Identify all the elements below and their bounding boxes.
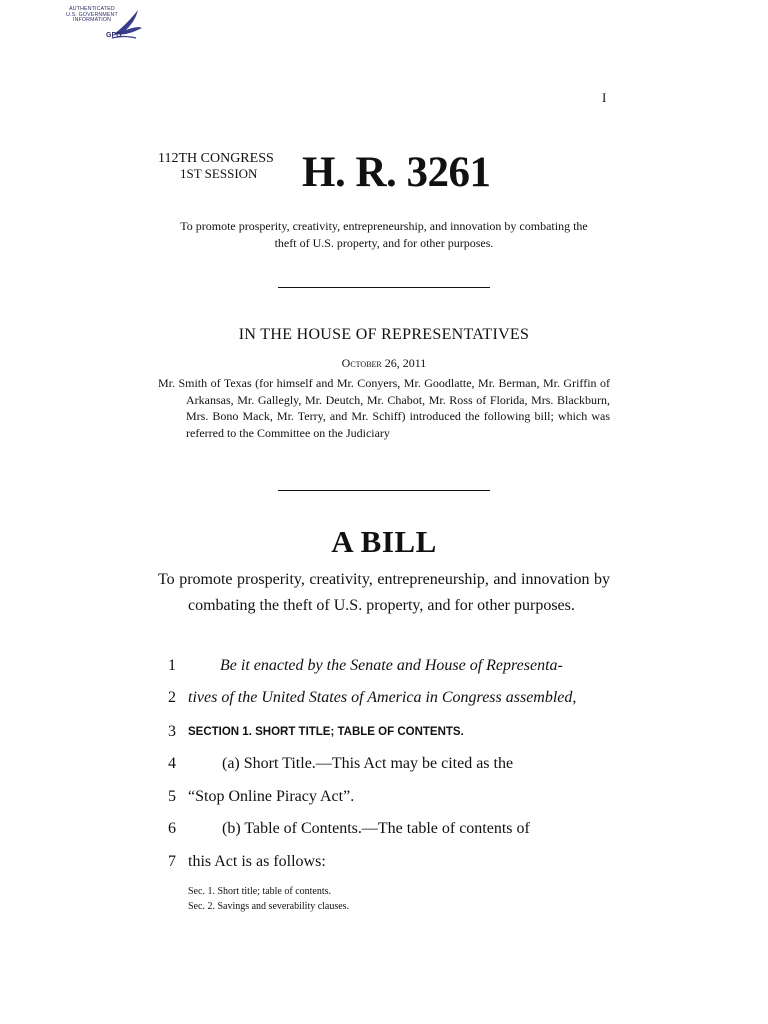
divider-rule: [278, 490, 490, 491]
line-text: Be it enacted by the Senate and House of Representa-: [220, 657, 563, 674]
section-heading: SECTION 1. SHORT TITLE; TABLE OF CONTENTS.: [188, 726, 464, 738]
long-title: [158, 567, 610, 618]
gpo-tag: GPO: [106, 32, 122, 39]
long-title-text: To promote prosperity, creativity, entrepreneurship, and innovation by combating the theft of U.S. property, and for other purposes.: [158, 571, 610, 614]
divider-rule: [278, 287, 490, 288]
line-number: 3: [168, 723, 176, 740]
bill-purpose: To promote prosperity, creativity, entrepreneurship, and innovation by combating the theft of U.S. property, and for other purposes.: [180, 219, 588, 250]
line-number: 6: [168, 820, 176, 837]
line-text: this Act is as follows:: [188, 853, 326, 870]
line-number: 4: [168, 755, 176, 772]
page-mark: I: [602, 90, 607, 105]
line-text: tives of the United States of America in Congress assembled,: [188, 689, 577, 706]
congress-label: 112TH CONGRESS: [158, 151, 274, 166]
bill-heading: A BILL: [331, 524, 437, 559]
line-number: 5: [168, 788, 176, 805]
gpo-logo-line-3: INFORMATION: [72, 17, 112, 24]
line-number: 7: [168, 853, 176, 870]
bill-line: [150, 788, 610, 808]
line-number: 2: [168, 689, 176, 706]
bill-line: [150, 853, 610, 873]
table-of-contents: [188, 884, 349, 914]
line-text: (a) Short Title.—This Act may be cited as the: [222, 755, 514, 772]
line-number: 1: [168, 657, 176, 674]
session-label: 1ST SESSION: [180, 166, 258, 181]
gpo-authentication-logo: [62, 6, 146, 46]
bill-line: [150, 820, 610, 840]
bill-line: [150, 689, 610, 709]
sponsors-paragraph: [158, 375, 610, 441]
toc-entry: Sec. 1. Short title; table of contents.: [188, 886, 332, 897]
chamber-heading: IN THE HOUSE OF REPRESENTATIVES: [238, 326, 530, 343]
line-text: (b) Table of Contents.—The table of contents of: [222, 820, 530, 837]
bill-number: H. R. 3261: [302, 149, 491, 196]
gpo-logo-line-1: AUTHENTICATED: [69, 6, 115, 12]
toc-entry: Sec. 2. Savings and severability clauses.: [188, 901, 350, 912]
bill-line: [150, 723, 610, 743]
bill-line: [150, 755, 610, 775]
line-text: “Stop Online Piracy Act”.: [188, 788, 355, 805]
bill-line: [150, 657, 610, 677]
sponsors-text: Mr. Smith of Texas (for himself and Mr. Conyers, Mr. Goodlatte, Mr. Berman, Mr. Griffin of Arkansas, Mr. Gallegly, Mr. Deutch, Mr. Chabot, Mr. Ross of Florida, Mrs. Blackburn, Mrs. Bono Mack, Mr. Terry, and Mr. Schiff) introduced the following bill; which was referred to the Committee on the Judiciary: [158, 376, 610, 440]
introduction-date: October 26, 2011: [341, 356, 427, 370]
gpo-logo-line-2: U.S. GOVERNMENT: [66, 11, 118, 18]
